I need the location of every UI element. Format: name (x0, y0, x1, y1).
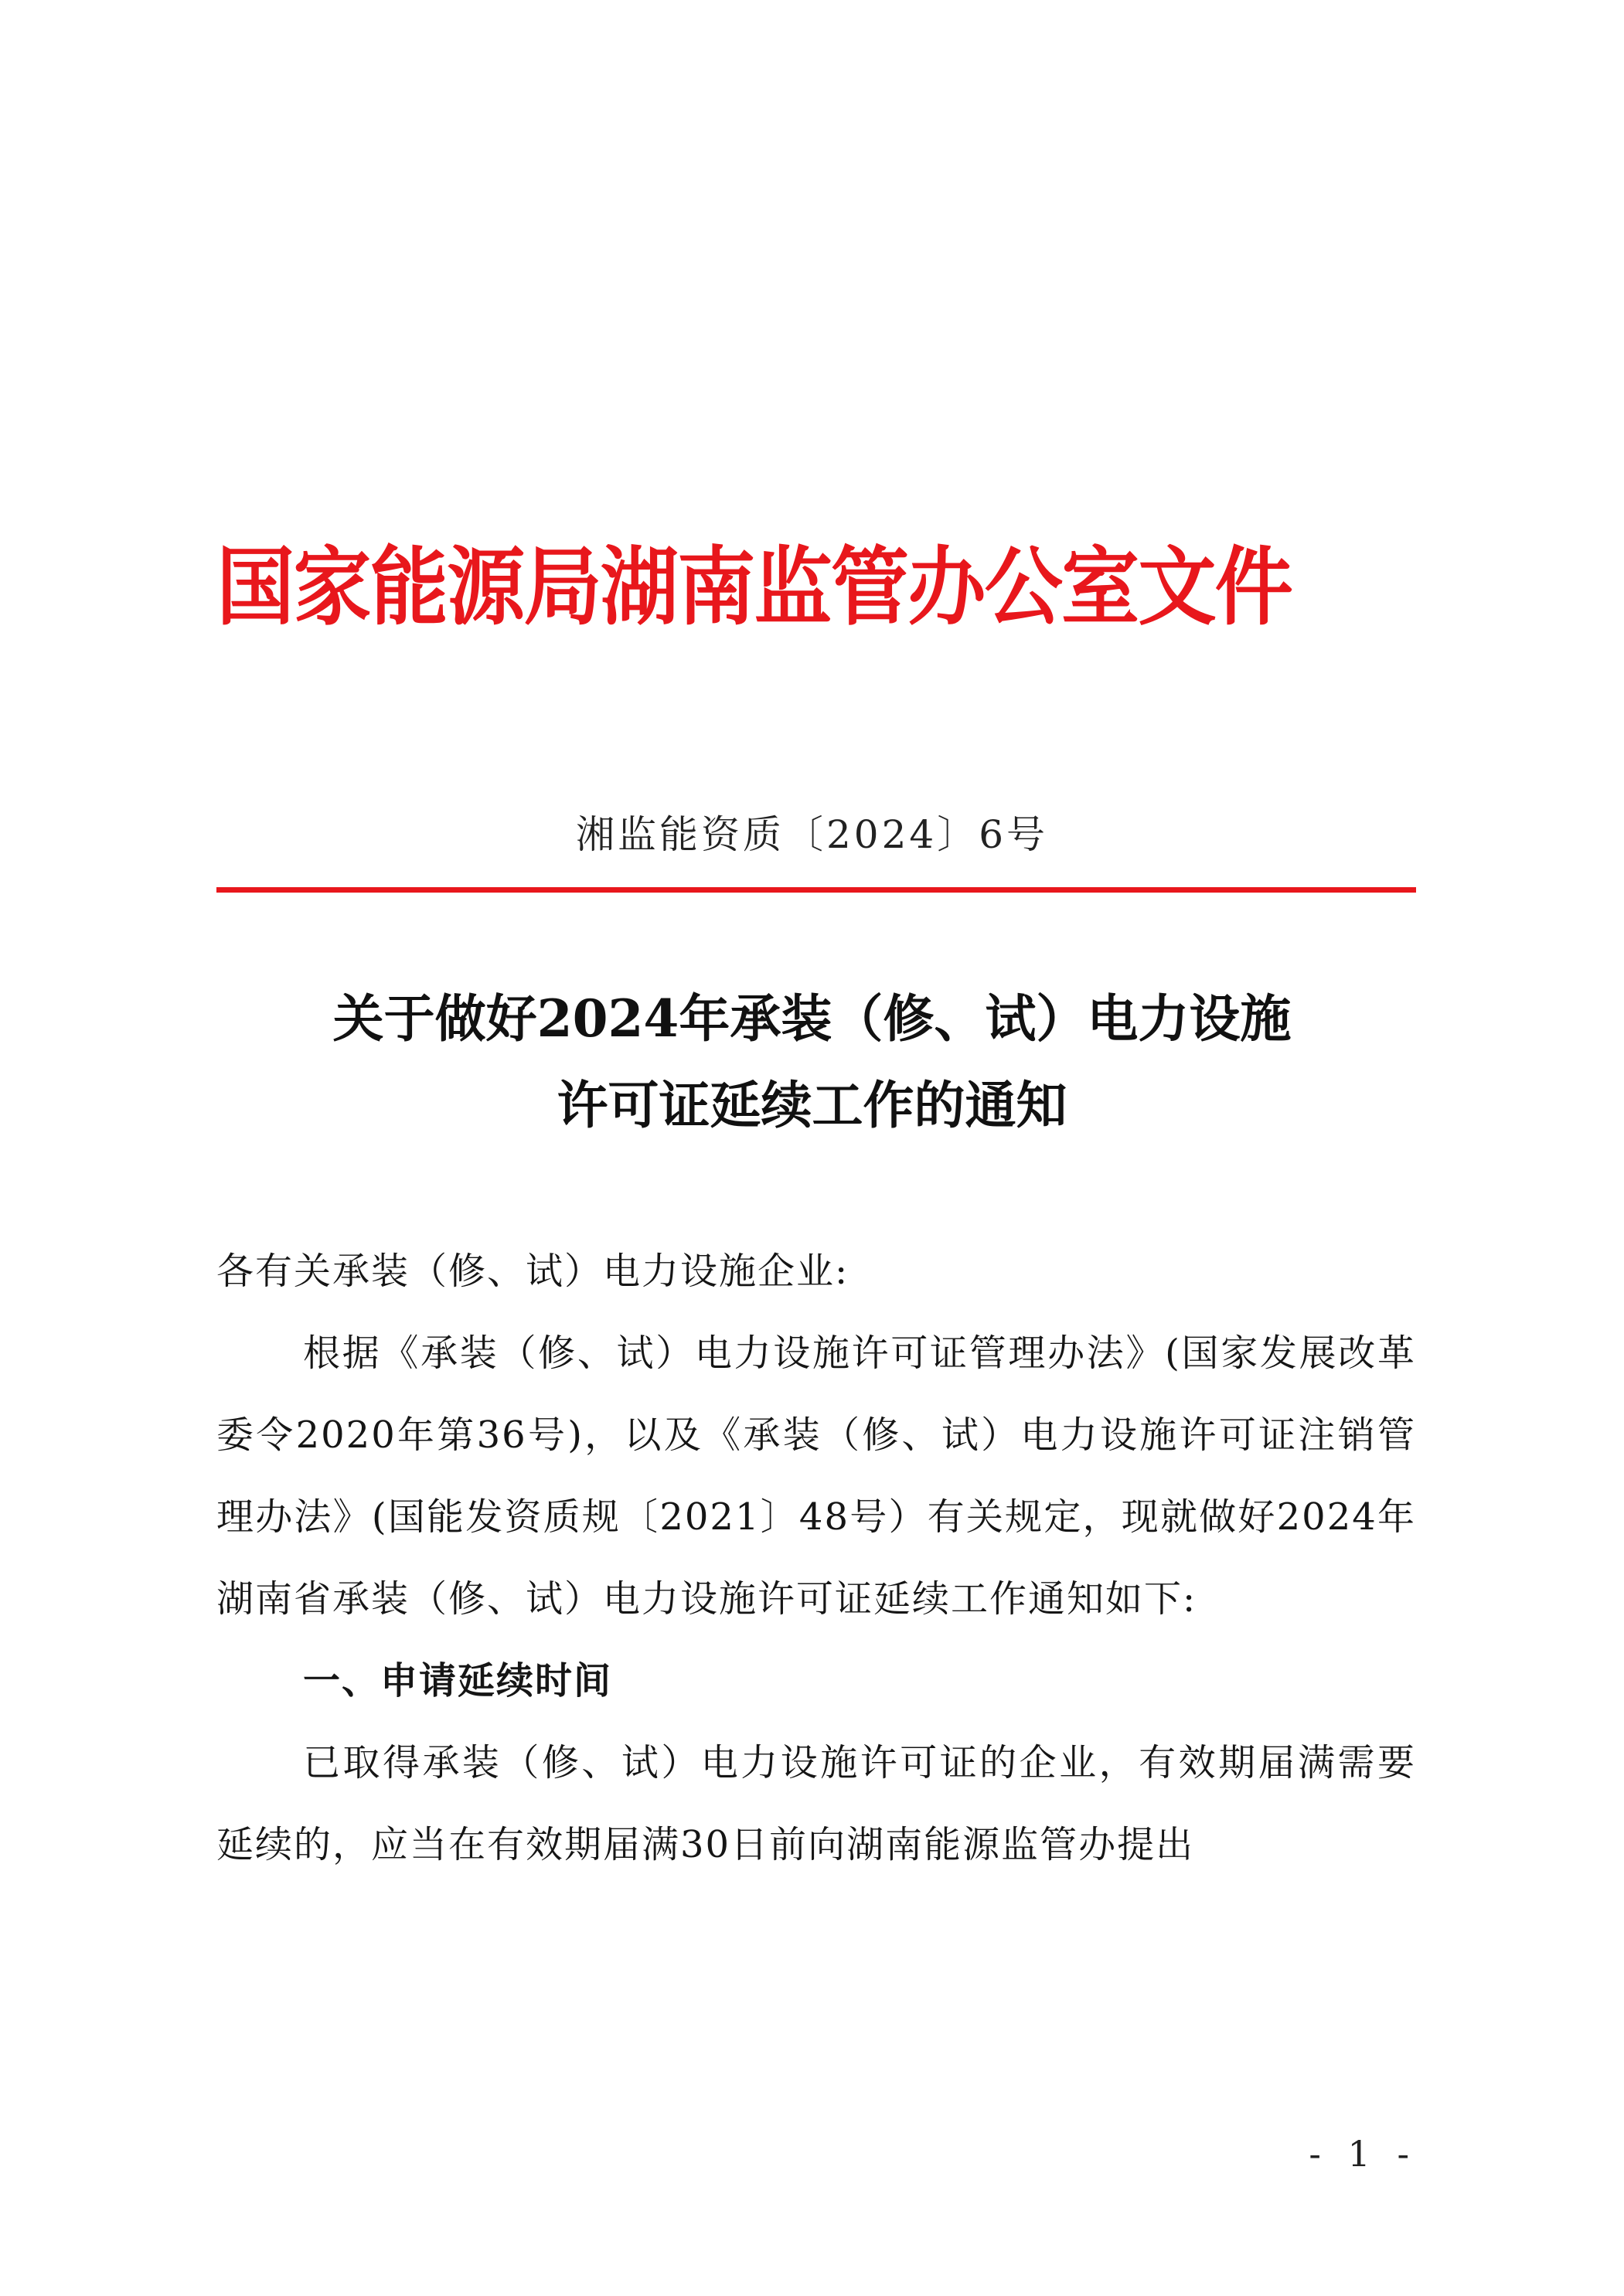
body-paragraph: 根据《承装（修、试）电力设施许可证管理办法》(国家发展改革委令2020年第36号)，以及《承装（修、试）电力设施许可证注销管理办法》(国能发资质规〔2021〕48号）有关规定，现就做好2024年湖南省承装（修、试）电力设施许可证延续工作通知如下: (216, 1332, 1416, 1621)
section-heading: 一、申请延续时间 (303, 1659, 613, 1702)
document-number: 湘监能资质〔2024〕6号 (575, 812, 1049, 857)
red-separator-line (216, 887, 1416, 893)
body-paragraph: 已取得承装（修、试）电力设施许可证的企业，有效期届满需要延续的，应当在有效期届满30日前向湖南能源监管办提出 (216, 1741, 1416, 1866)
document-title-line-1: 关于做好2024年承装（修、试）电力设施 (332, 988, 1292, 1049)
page-number: - 1 - (1309, 2133, 1417, 2175)
document-title-line-2: 许可证延续工作的通知 (557, 1075, 1067, 1135)
salutation: 各有关承装（修、试）电力设施企业: (216, 1250, 849, 1293)
issuing-authority-header: 国家能源局湖南监管办公室文件 (216, 538, 1292, 637)
document-body (216, 1230, 1416, 1886)
document-title (0, 975, 1624, 1148)
